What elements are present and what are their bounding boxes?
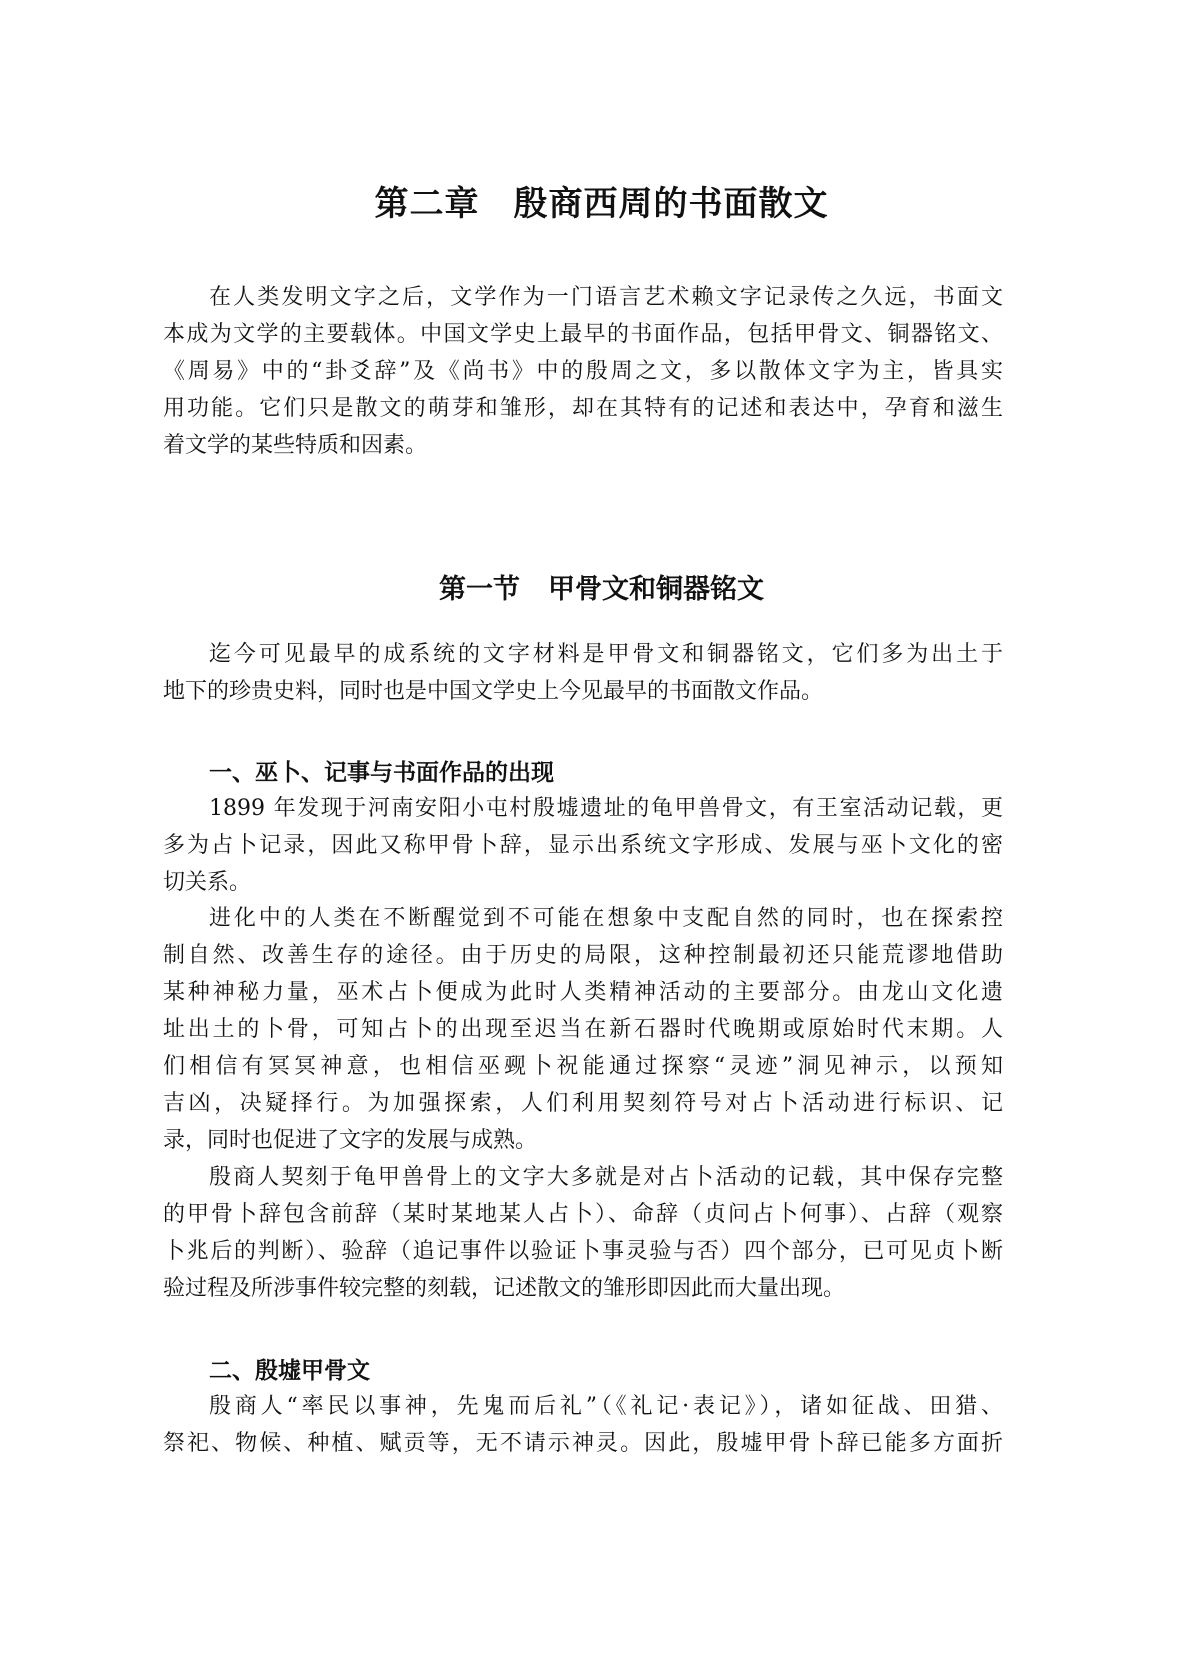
sub1-p1-line-2: 多为占卜记录，因此又称甲骨卜辞，显示出系统文字形成、发展与巫卜文化的密 <box>163 833 1003 858</box>
subsection-heading-2: 二、殷墟甲骨文 <box>209 1358 370 1384</box>
sub1-p2-line-7: 录，同时也促进了文字的发展与成熟。 <box>163 1128 538 1153</box>
sub1-p2-line-4: 址出土的卜骨，可知占卜的出现至迟当在新石器时代晚期或原始时代末期。人 <box>163 1017 1003 1042</box>
intro-line-4: 用功能。它们只是散文的萌芽和雏形，却在其特有的记述和表达中，孕育和滋生 <box>163 396 1003 421</box>
chapter-title <box>0 176 1203 225</box>
chapter-number: 第二章 <box>374 184 480 224</box>
sub1-p2-line-2: 制自然、改善生存的途径。由于历史的局限，这种控制最初还只能荒谬地借助 <box>163 943 1003 968</box>
sub1-p3-line-1: 殷商人契刻于龟甲兽骨上的文字大多就是对占卜活动的记载，其中保存完整 <box>209 1165 1003 1190</box>
sub1-p3-line-4: 验过程及所涉事件较完整的刻载，记述散文的雏形即因此而大量出现。 <box>163 1276 846 1301</box>
sub1-p1-line-3: 切关系。 <box>163 870 252 895</box>
chapter-name: 殷商西周的书面散文 <box>513 184 829 224</box>
sub1-p3-line-3: 卜兆后的判断）、验辞（追记事件以验证卜事灵验与否）四个部分，已可见贞卜断 <box>163 1239 1003 1264</box>
sub1-p3-line-2: 的甲骨卜辞包含前辞（某时某地某人占卜）、命辞（贞问占卜何事）、占辞（观察 <box>163 1202 1003 1227</box>
intro-line-3: 《周易》中的“卦爻辞”及《尚书》中的殷周之文，多以散体文字为主，皆具实 <box>163 359 1003 384</box>
section-name: 甲骨文和铜器铭文 <box>548 574 764 605</box>
sub2-p1-line-2: 祭祀、物候、种植、赋贡等，无不请示神灵。因此，殷墟甲骨卜辞已能多方面折 <box>163 1431 1003 1456</box>
sub1-p2-line-6: 吉凶，决疑择行。为加强探索，人们利用契刻符号对占卜活动进行标识、记 <box>163 1091 1003 1116</box>
intro-line-2: 本成为文学的主要载体。中国文学史上最早的书面作品，包括甲骨文、铜器铭文、 <box>163 322 1003 347</box>
section-title <box>0 567 1203 606</box>
sub1-p2-line-1: 进化中的人类在不断醒觉到不可能在想象中支配自然的同时，也在探索控 <box>209 906 1003 931</box>
sub2-p1-line-1: 殷商人“率民以事神，先鬼而后礼”（《礼记·表记》），诸如征战、田猎、 <box>209 1394 1003 1419</box>
sub1-p2-line-5: 们相信有冥冥神意，也相信巫觋卜祝能通过探察“灵迹”洞见神示，以预知 <box>163 1054 1003 1079</box>
intro-line-1: 在人类发明文字之后，文学作为一门语言艺术赖文字记录传之久远，书面文 <box>209 285 1003 310</box>
sub1-p2-line-3: 某种神秘力量，巫术占卜便成为此时人类精神活动的主要部分。由龙山文化遗 <box>163 980 1003 1005</box>
subsection-heading-1: 一、巫卜、记事与书面作品的出现 <box>209 760 554 786</box>
sub1-p1-line-1: 1899 年发现于河南安阳小屯村殷墟遗址的龟甲兽骨文，有王室活动记载，更 <box>209 796 1003 821</box>
section-number: 第一节 <box>439 574 520 605</box>
intro-line-5: 着文学的某些特质和因素。 <box>163 433 428 458</box>
section-intro-line-2: 地下的珍贵史料，同时也是中国文学史上今见最早的书面散文作品。 <box>163 679 824 704</box>
section-intro-line-1: 迄今可见最早的成系统的文字材料是甲骨文和铜器铭文，它们多为出土于 <box>209 642 1003 667</box>
